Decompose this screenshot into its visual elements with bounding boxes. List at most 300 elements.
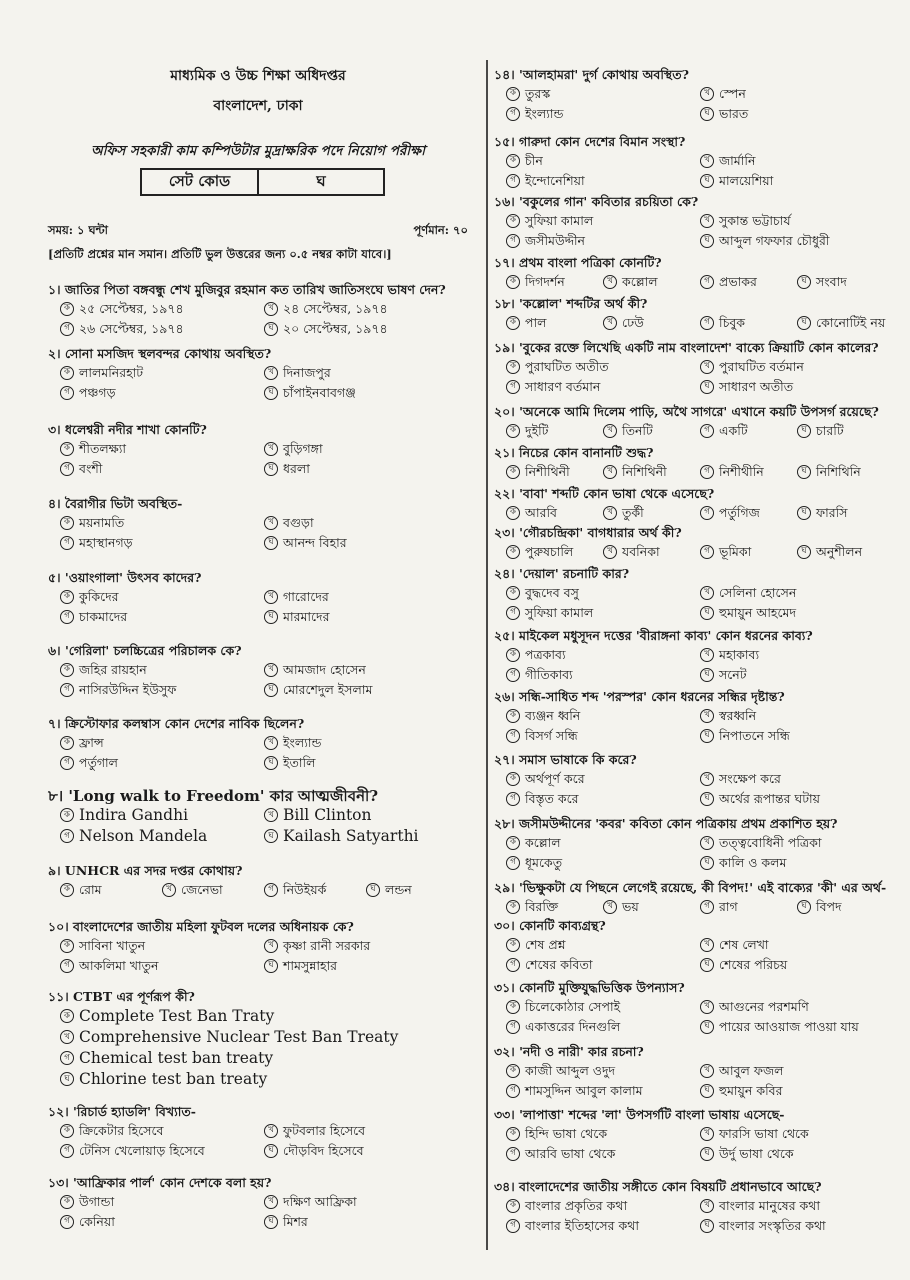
option-text: আনন্দ বিহার — [283, 535, 347, 550]
option-marker: গ — [264, 883, 278, 897]
option-text: বাংলার ইতিহাসের কথা — [525, 1218, 639, 1233]
option-text: আরবি ভাষা থেকে — [525, 1146, 616, 1161]
option-item — [264, 660, 468, 679]
option-marker: গ — [700, 900, 714, 914]
option-marker: গ — [506, 729, 520, 743]
question-text: ২। সোনা মসজিদ স্থলবন্দর কোথায় অবস্থিত? — [48, 346, 272, 361]
option-text: একটি — [719, 423, 748, 438]
option-item — [506, 272, 603, 291]
option-item — [506, 231, 700, 250]
option-marker: ঘ — [264, 322, 278, 336]
question-31 — [494, 979, 894, 1036]
option-text: নিশীথীনি — [719, 464, 764, 479]
option-marker: গ — [60, 1051, 74, 1065]
option-item — [60, 826, 264, 846]
option-item — [603, 462, 700, 481]
option-marker: ক — [506, 360, 520, 374]
question-text: ২৭। সমাস ভাষাকে কি করে? — [494, 752, 637, 767]
option-item — [60, 459, 264, 478]
set-code-label: সেট কোড — [142, 170, 259, 194]
option-marker: খ — [603, 506, 617, 520]
option-item — [506, 377, 700, 396]
option-text: জেনেভা — [181, 882, 223, 897]
option-text: কোনোটিই নয় — [816, 315, 886, 330]
option-item — [506, 833, 700, 852]
option-marker: গ — [506, 1084, 520, 1098]
question-text: ১৫। গারুদা কোন দেশের বিমান সংস্থা? — [494, 134, 686, 149]
option-marker: গ — [60, 756, 74, 770]
option-text: শেষ প্রশ্ন — [525, 937, 566, 952]
option-text: ফুটবলার হিসেবে — [283, 1123, 366, 1138]
option-item — [700, 272, 797, 291]
option-marker: ঘ — [700, 668, 714, 682]
option-marker: গ — [60, 322, 74, 336]
option-marker: খ — [264, 663, 278, 677]
exam-header — [48, 64, 468, 163]
question-text: ৪। বৈরাগীর ভিটা অবস্থিত- — [48, 496, 183, 511]
option-text: ইন্দোনেশিয়া — [525, 173, 585, 188]
option-text: চাকমাদের — [79, 609, 128, 624]
option-item — [506, 357, 700, 376]
option-text: Kailash Satyarthi — [283, 827, 419, 845]
question-6 — [48, 642, 468, 699]
option-marker: খ — [700, 1000, 714, 1014]
option-item — [60, 1141, 264, 1160]
option-text: শেষের কবিতা — [525, 957, 593, 972]
option-marker: ক — [506, 275, 520, 289]
question-text: ২৯। 'ভিক্ষুকটা যে পিছনে লেগেই রয়েছে, কী বিপদ!' এই বাক্যের 'কী' এর অর্থ- — [494, 880, 887, 895]
option-marker: গ — [506, 792, 520, 806]
option-text: পর্তুগাল — [79, 755, 118, 770]
option-marker: ঘ — [700, 1084, 714, 1098]
option-item — [264, 880, 366, 899]
question-24 — [494, 565, 894, 622]
option-item — [506, 1196, 700, 1215]
option-list — [506, 462, 894, 481]
option-marker: খ — [603, 275, 617, 289]
option-item — [264, 1141, 468, 1160]
question-3 — [48, 421, 468, 478]
question-9 — [48, 862, 468, 899]
option-list — [506, 503, 894, 522]
question-text: ৯। UNHCR এর সদর দপ্তর কোথায়? — [48, 863, 243, 878]
option-text: সাবিনা খাতুন — [79, 938, 146, 953]
option-marker: গ — [700, 275, 714, 289]
option-item — [506, 462, 603, 481]
option-text: ২৬ সেপ্টেম্বর, ১৯৭৪ — [79, 321, 184, 336]
option-marker: ঘ — [264, 959, 278, 973]
option-marker: ঘ — [264, 829, 278, 843]
option-item — [60, 733, 264, 752]
option-list — [506, 272, 894, 291]
option-marker: ঘ — [264, 610, 278, 624]
option-marker: খ — [700, 772, 714, 786]
option-item — [264, 439, 468, 458]
option-item — [700, 462, 797, 481]
question-text: ২৮। জসীমউদ্দীনের 'কবর' কবিতা কোন পত্রিকায় প্রথম প্রকাশিত হয়? — [494, 816, 838, 831]
option-item — [60, 660, 264, 679]
option-text: ধূমকেতু — [525, 855, 563, 870]
option-text: ময়নামতি — [79, 515, 125, 530]
question-12 — [48, 1103, 468, 1160]
option-text: নাসিরউদ্দিন ইউসুফ — [79, 682, 177, 697]
option-item — [506, 789, 700, 808]
option-text: চিলেকোঠার সেপাই — [525, 999, 621, 1014]
question-22 — [494, 485, 894, 522]
option-item — [506, 935, 700, 954]
option-item — [264, 936, 468, 955]
question-text: ১। জাতির পিতা বঙ্গবন্ধু শেখ মুজিবুর রহমান কত তারিখ জাতিসংঘে ভাষণ দেন? — [48, 282, 446, 297]
option-item — [60, 1069, 468, 1089]
option-marker: খ — [603, 900, 617, 914]
question-10 — [48, 918, 468, 975]
option-text: Chlorine test ban treaty — [79, 1070, 268, 1088]
option-marker: খ — [264, 302, 278, 316]
option-text: বুদ্ধদেব বসু — [525, 585, 579, 600]
option-text: প্রভাকর — [719, 274, 757, 289]
option-item — [264, 319, 468, 338]
option-text: হুমায়ুন কবির — [719, 1083, 783, 1098]
option-item — [700, 1061, 894, 1080]
option-marker: গ — [60, 386, 74, 400]
option-marker: গ — [700, 424, 714, 438]
option-item — [700, 231, 894, 250]
option-marker: গ — [506, 856, 520, 870]
option-text: হিন্দি ভাষা থেকে — [525, 1126, 608, 1141]
option-text: বাংলার প্রকৃতির কথা — [525, 1198, 628, 1213]
option-text: চিবুক — [719, 315, 746, 330]
option-list — [60, 299, 468, 338]
option-marker: গ — [506, 958, 520, 972]
option-item — [700, 313, 797, 332]
option-item — [60, 1006, 468, 1026]
option-text: গারোদের — [283, 589, 329, 604]
option-marker: ক — [506, 1064, 520, 1078]
option-text: বগুড়া — [283, 515, 314, 530]
question-text: ৭। ক্রিস্টোফার কলম্বাস কোন দেশের নাবিক ছিলেন? — [48, 716, 305, 731]
option-item — [60, 319, 264, 338]
option-marker: ঘ — [797, 316, 811, 330]
option-item — [603, 897, 700, 916]
question-29 — [494, 879, 894, 916]
option-marker: ক — [60, 1009, 74, 1023]
option-item — [506, 1017, 700, 1036]
option-text: Bill Clinton — [283, 806, 372, 824]
option-item — [700, 833, 894, 852]
option-item — [506, 171, 700, 190]
option-item — [506, 151, 700, 170]
option-marker: খ — [700, 1199, 714, 1213]
option-marker: খ — [264, 366, 278, 380]
option-item — [366, 880, 468, 899]
option-marker: ঘ — [264, 683, 278, 697]
option-item — [700, 421, 797, 440]
option-item — [264, 299, 468, 318]
option-text: মালয়েশিয়া — [719, 173, 774, 188]
option-text: শেষ লেখা — [719, 937, 769, 952]
option-text: কাজী আব্দুল ওদুদ — [525, 1063, 616, 1078]
option-marker: গ — [60, 959, 74, 973]
question-text: ১৪। 'আলহামরা' দুর্গ কোথায় অবস্থিত? — [494, 67, 689, 82]
option-marker: গ — [506, 1219, 520, 1233]
option-item — [506, 542, 603, 561]
option-text: নিশীথিনী — [525, 464, 570, 479]
option-list — [506, 935, 894, 974]
option-marker: খ — [700, 836, 714, 850]
option-text: স্বরধ্বনি — [719, 708, 757, 723]
option-text: নিউইয়র্ক — [283, 882, 327, 897]
option-text: বুড়িগঙ্গা — [283, 441, 323, 456]
option-text: স্পেন — [719, 86, 746, 101]
option-item — [700, 583, 894, 602]
option-list — [506, 421, 894, 440]
option-text: আকলিমা খাতুন — [79, 958, 159, 973]
question-7 — [48, 715, 468, 772]
option-item — [506, 1216, 700, 1235]
option-marker: ঘ — [797, 465, 811, 479]
option-item — [506, 645, 700, 664]
option-item — [797, 462, 894, 481]
option-marker: ক — [506, 87, 520, 101]
option-marker: খ — [700, 1064, 714, 1078]
option-item — [264, 1121, 468, 1140]
question-text: ২৩। 'গৌরচন্দ্রিকা' বাগধারার অর্থ কী? — [494, 525, 682, 540]
option-list — [60, 805, 468, 846]
option-list — [60, 587, 468, 626]
option-text: নিশিথিনি — [816, 464, 861, 479]
option-item — [60, 513, 264, 532]
option-list — [506, 1124, 894, 1163]
option-text: উগান্ডা — [79, 1194, 115, 1209]
full-marks: পূর্ণমান: ৭০ — [413, 223, 468, 237]
question-text: ১৮। 'কল্লোল' শব্দটির অর্থ কী? — [494, 296, 648, 311]
option-list — [60, 660, 468, 699]
option-text: ইতালি — [283, 755, 316, 770]
option-text: সেলিনা হোসেন — [719, 585, 797, 600]
option-list — [506, 211, 894, 250]
option-text: Comprehensive Nuclear Test Ban Treaty — [79, 1028, 399, 1046]
option-text: ভূমিকা — [719, 544, 752, 559]
option-item — [700, 377, 894, 396]
option-marker: ক — [506, 424, 520, 438]
option-marker: ক — [506, 1199, 520, 1213]
option-text: ঢেউ — [622, 315, 644, 330]
question-text: ২১। নিচের কোন বানানটি শুদ্ধ? — [494, 445, 654, 460]
option-marker: খ — [603, 545, 617, 559]
option-item — [700, 645, 894, 664]
option-item — [700, 1196, 894, 1215]
option-text: বংশী — [79, 461, 103, 476]
option-text: যবনিকা — [622, 544, 660, 559]
option-list — [60, 936, 468, 975]
option-list — [506, 1061, 894, 1100]
option-item — [603, 542, 700, 561]
option-item — [700, 104, 894, 123]
option-text: ২৪ সেপ্টেম্বর, ১৯৭৪ — [283, 301, 388, 316]
option-marker: ঘ — [264, 1215, 278, 1229]
option-text: সংবাদ — [816, 274, 847, 289]
option-marker: গ — [60, 462, 74, 476]
option-item — [60, 607, 264, 626]
option-list — [60, 880, 468, 899]
option-item — [506, 84, 700, 103]
option-text: শামসুন্নাহার — [283, 958, 338, 973]
option-item — [603, 313, 700, 332]
option-list — [506, 542, 894, 561]
question-17 — [494, 254, 894, 291]
option-text: ফ্রান্স — [79, 735, 104, 750]
option-marker: ক — [60, 736, 74, 750]
question-text: ৩০। কোনটি কাব্যগ্রন্থ? — [494, 918, 606, 933]
option-marker: ঘ — [797, 275, 811, 289]
option-item — [264, 956, 468, 975]
option-item — [60, 753, 264, 772]
option-marker: খ — [60, 1030, 74, 1044]
option-item — [506, 726, 700, 745]
option-text: সাধারণ বর্তমান — [525, 379, 601, 394]
option-text: অর্থের রূপান্তর ঘটায় — [719, 791, 820, 806]
department-title: মাধ্যমিক ও উচ্চ শিক্ষা অধিদপ্তর — [170, 68, 346, 84]
option-item — [60, 1048, 468, 1068]
option-marker: ক — [60, 366, 74, 380]
option-item — [264, 733, 468, 752]
option-item — [700, 706, 894, 725]
option-text: তুরস্ক — [525, 86, 551, 101]
option-item — [506, 853, 700, 872]
option-marker: খ — [264, 590, 278, 604]
option-text: বিসর্গ সন্ধি — [525, 728, 578, 743]
option-text: পাল — [525, 315, 547, 330]
option-text: আব্দুল গফফার চৌধুরী — [719, 233, 830, 248]
option-marker: ঘ — [264, 462, 278, 476]
option-item — [60, 1212, 264, 1231]
option-marker: ঘ — [700, 174, 714, 188]
exam-time: সময়: ১ ঘন্টা — [48, 223, 108, 237]
option-text: পুরাঘটিত বর্তমান — [719, 359, 804, 374]
option-text: আগুনের পরশমণি — [719, 999, 809, 1014]
option-list — [506, 897, 894, 916]
option-marker: ঘ — [797, 424, 811, 438]
option-marker: ঘ — [700, 606, 714, 620]
option-text: মহাকাব্য — [719, 647, 760, 662]
option-text: দক্ষিণ আফ্রিকা — [283, 1194, 357, 1209]
option-marker: খ — [264, 939, 278, 953]
question-text: ৮। 'Long walk to Freedom' কার আত্মজীবনী? — [48, 787, 379, 805]
option-item — [603, 503, 700, 522]
question-27 — [494, 751, 894, 808]
question-26 — [494, 688, 894, 745]
option-text: মারমাদের — [283, 609, 330, 624]
option-marker: ক — [506, 900, 520, 914]
option-marker: ঘ — [700, 380, 714, 394]
question-8 — [48, 787, 468, 846]
question-text: ১৯। 'বুকের রক্তে লিখেছি একটি নাম বাংলাদেশ' বাক্যে ক্রিয়াটি কোন কালের? — [494, 340, 879, 355]
option-item — [506, 104, 700, 123]
option-marker: গ — [506, 380, 520, 394]
option-marker: গ — [60, 683, 74, 697]
option-item — [60, 1027, 468, 1047]
option-marker: ক — [506, 214, 520, 228]
question-2 — [48, 345, 468, 402]
question-text: ১৩। 'আফ্রিকার পার্ল' কোন দেশকে বলা হয়? — [48, 1175, 272, 1190]
question-text: ৬। 'গেরিলা' চলচ্চিত্রের পরিচালক কে? — [48, 643, 242, 658]
question-text: ২২। 'বাবা' শব্দটি কোন ভাষা থেকে এসেছে? — [494, 486, 715, 501]
option-marker: খ — [700, 360, 714, 374]
option-item — [797, 421, 894, 440]
option-text: উর্দু ভাষা থেকে — [719, 1146, 794, 1161]
option-text: জহির রায়হান — [79, 662, 147, 677]
option-list — [60, 363, 468, 402]
option-marker: গ — [506, 606, 520, 620]
question-text: ২৬। সন্ধি-সাধিত শব্দ 'পরস্পর' কোন ধরনের সন্ধির দৃষ্টান্ত? — [494, 689, 785, 704]
option-marker: ক — [60, 590, 74, 604]
option-marker: ঘ — [797, 900, 811, 914]
option-text: কুকিদের — [79, 589, 119, 604]
option-text: টেনিস খেলোয়াড় হিসেবে — [79, 1143, 205, 1158]
option-item — [700, 1081, 894, 1100]
exam-title: অফিস সহকারী কাম কম্পিউটার মুদ্রাক্ষরিক পদে নিয়োগ পরীক্ষা — [90, 143, 425, 159]
option-marker: খ — [264, 1195, 278, 1209]
option-text: মোরশেদুল ইসলাম — [283, 682, 373, 697]
option-marker: ঘ — [700, 234, 714, 248]
question-text: ২৫। মাইকেল মধুসূদন দত্তের 'বীরাঙ্গনা কাব্য' কোন ধরনের কাব্য? — [494, 628, 813, 643]
option-text: Chemical test ban treaty — [79, 1049, 274, 1067]
question-20 — [494, 403, 894, 440]
option-item — [264, 587, 468, 606]
option-item — [603, 421, 700, 440]
option-item — [700, 542, 797, 561]
option-text: Complete Test Ban Traty — [79, 1007, 275, 1025]
option-item — [797, 503, 894, 522]
option-marker: ক — [506, 772, 520, 786]
option-marker: খ — [603, 424, 617, 438]
option-item — [700, 997, 894, 1016]
column-divider — [486, 60, 488, 1250]
option-item — [60, 1192, 264, 1211]
option-marker: খ — [700, 87, 714, 101]
option-list — [60, 733, 468, 772]
option-marker: খ — [264, 808, 278, 822]
option-item — [264, 383, 468, 402]
option-text: আরবি — [525, 505, 557, 520]
question-text: ১১। CTBT এর পূর্ণরূপ কী? — [48, 989, 195, 1004]
option-text: ইংল্যান্ড — [283, 735, 322, 750]
option-text: অর্থপূর্ণ করে — [525, 771, 585, 786]
option-list — [60, 1006, 468, 1089]
question-text: ৩৩। 'লাপাত্তা' শব্দের 'লা' উপসর্গটি বাংলা ভাষায় এসেছে- — [494, 1107, 785, 1122]
option-text: নিপাতনে সন্ধি — [719, 728, 790, 743]
option-item — [700, 769, 894, 788]
question-32 — [494, 1043, 894, 1100]
option-marker: ক — [60, 442, 74, 456]
option-text: তত্ত্ববোধিনী পত্রিকা — [719, 835, 822, 850]
option-text: বাংলার সংস্কৃতির কথা — [719, 1218, 826, 1233]
option-item — [700, 853, 894, 872]
question-text: ৩। ধলেশ্বরী নদীর শাখা কোনটি? — [48, 422, 207, 437]
option-marker: খ — [264, 442, 278, 456]
option-item — [700, 211, 894, 230]
option-marker: গ — [60, 1144, 74, 1158]
question-23 — [494, 524, 894, 561]
option-text: পায়ের আওয়াজ পাওয়া যায় — [719, 1019, 859, 1034]
option-text: ইংল্যান্ড — [525, 106, 564, 121]
option-item — [700, 357, 894, 376]
option-item — [506, 211, 700, 230]
option-text: সুফিয়া কামাল — [525, 213, 594, 228]
option-marker: ঘ — [700, 792, 714, 806]
option-item — [700, 955, 894, 974]
option-item — [506, 603, 700, 622]
